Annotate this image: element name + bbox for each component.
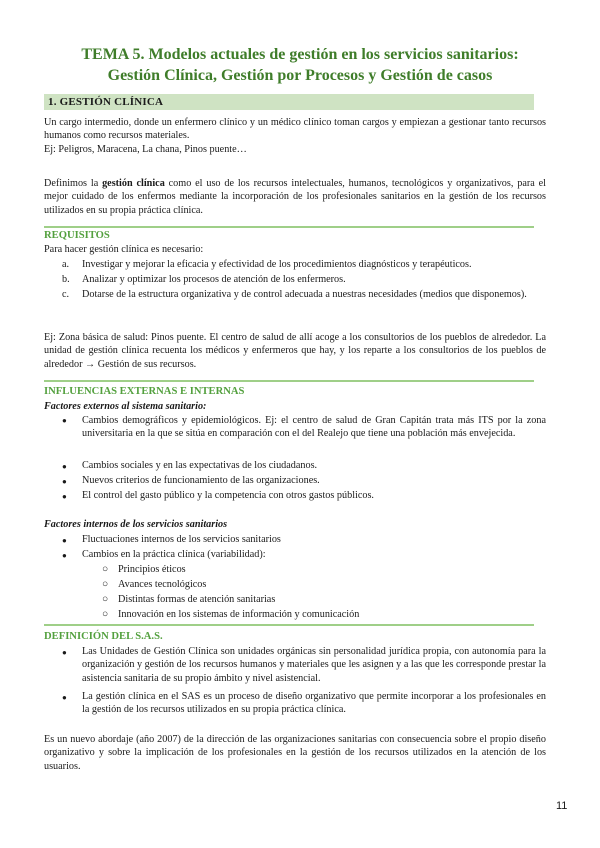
circle-bullet-icon: ○ [102, 609, 109, 620]
circle-bullet-icon: ○ [102, 579, 109, 590]
arrow-icon: → [85, 358, 96, 370]
bullet-icon: ● [62, 462, 67, 471]
requisito-item: Dotarse de la estructura organizativa y de control adecuada a nuestras necesidades (medios que disponemos). [82, 289, 527, 300]
bullet-icon: ● [62, 536, 67, 545]
interno-item: Cambios en la práctica clínica (variabilidad): [82, 549, 266, 560]
externo-item: El control del gasto público y la competencia con otros gastos públicos. [82, 490, 374, 501]
page-number: 11 [556, 800, 568, 812]
requisitos-example [44, 331, 546, 371]
bullet-icon: ● [62, 551, 67, 560]
externo-item: Nuevos criterios de funcionamiento de las organizaciones. [82, 475, 320, 486]
document-title-line-2: Gestión Clínica, Gestión por Procesos y Gestión de casos [107, 67, 493, 84]
interno-item: Fluctuaciones internos de los servicios sanitarios [82, 534, 281, 545]
subitem: Distintas formas de atención sanitarias [118, 594, 276, 605]
bullet-icon: ● [62, 477, 67, 486]
requisitos-lead: Para hacer gestión clínica es necesario: [44, 244, 204, 255]
circle-bullet-icon: ○ [102, 594, 109, 605]
closing-paragraph: Es un nuevo abordaje (año 2007) de la dirección de las organizaciones sanitarias con consecuencia sobre el propio diseño organizativo y sobre la implicación de los profesionales en la gestión de los recursos utilizados en la atención de los usuarios. [44, 734, 546, 772]
definition-paragraph [44, 177, 546, 217]
definicion-item: La gestión clínica en el SAS es un proceso de diseño organizativo que permite incorporar a los profesionales en la gestión de los recursos utilizados en su propia práctica clínica. [82, 691, 546, 716]
definition-text-end: como el uso de los recursos intelectuales, humanos, tecnológicos y organizativos, para el mejor cuidado de los enfermos mediante la incorporación de los profesionales sanitarios en la gestión de los recursos utilizados en su propia práctica clínica. [44, 178, 546, 216]
requisito-item: Investigar y mejorar la eficacia y efectividad de los procedimientos diagnósticos y terapéuticos. [82, 259, 472, 270]
definicion-rule [44, 624, 534, 626]
example-text-end: Gestión de sus recursos. [95, 358, 197, 370]
definition-term: gestión clínica [102, 178, 165, 189]
circle-bullet-icon: ○ [102, 564, 109, 575]
externo-item: Cambios demográficos y epidemiológicos. Ej: el centro de salud de Gran Capitán trata más ITS por la zona universitaria en la que se sitúa en comparación con el del Realejo que tiene una población más envejecida. [82, 415, 546, 440]
intro-paragraph: Un cargo intermedio, donde un enfermero clínico y un médico clínico toman cargos y empiezan a gestionar tanto recursos humanos como recursos materiales. [44, 117, 546, 142]
document-title-line-1: TEMA 5. Modelos actuales de gestión en los servicios sanitarios: [81, 46, 519, 63]
externo-item: Cambios sociales y en las expectativas de los ciudadanos. [82, 460, 318, 471]
section-heading: 1. GESTIÓN CLÍNICA [48, 96, 164, 108]
subitem: Avances tecnológicos [118, 579, 207, 590]
list-marker: a. [62, 259, 70, 270]
subitem: Principios éticos [118, 564, 186, 575]
definicion-heading: DEFINICIÓN DEL S.A.S. [44, 631, 163, 642]
influencias-heading: INFLUENCIAS EXTERNAS E INTERNAS [44, 386, 245, 397]
intro-example: Ej: Peligros, Maracena, La chana, Pinos puente… [44, 144, 247, 155]
requisitos-rule [44, 226, 534, 228]
subitem: Innovación en los sistemas de información y comunicación [118, 609, 360, 620]
list-marker: c. [62, 289, 70, 300]
externos-title: Factores externos al sistema sanitario: [44, 401, 207, 412]
bullet-icon: ● [62, 416, 67, 425]
list-marker: b. [62, 274, 70, 285]
definicion-item: Las Unidades de Gestión Clínica son unidades orgánicas sin personalidad jurídica propia, con autonomía para la organización y gestión de los recursos humanos y materiales que les asignen y a las que les corresponde prestar la asistencia sanitaria de su propio ámbito y nivel asistencial. [82, 646, 546, 684]
bullet-icon: ● [62, 648, 67, 657]
bullet-icon: ● [62, 693, 67, 702]
influencias-rule [44, 380, 534, 382]
example-text: Ej: Zona básica de salud: Pinos puente. El centro de salud de allí acoge a los consultorios de los pueblos de alrededor. La unidad de gestión clínica recuenta los médicos y enfermeros que hay, y los reparte a los consultorios de los pueblos de alrededor [44, 332, 546, 370]
bullet-icon: ● [62, 492, 67, 501]
definition-text-start: Definimos la [44, 178, 103, 189]
internos-title: Factores internos de los servicios sanitarios [44, 519, 228, 530]
requisitos-heading: REQUISITOS [44, 230, 110, 241]
requisito-item: Analizar y optimizar los procesos de atención de los enfermeros. [82, 274, 346, 285]
